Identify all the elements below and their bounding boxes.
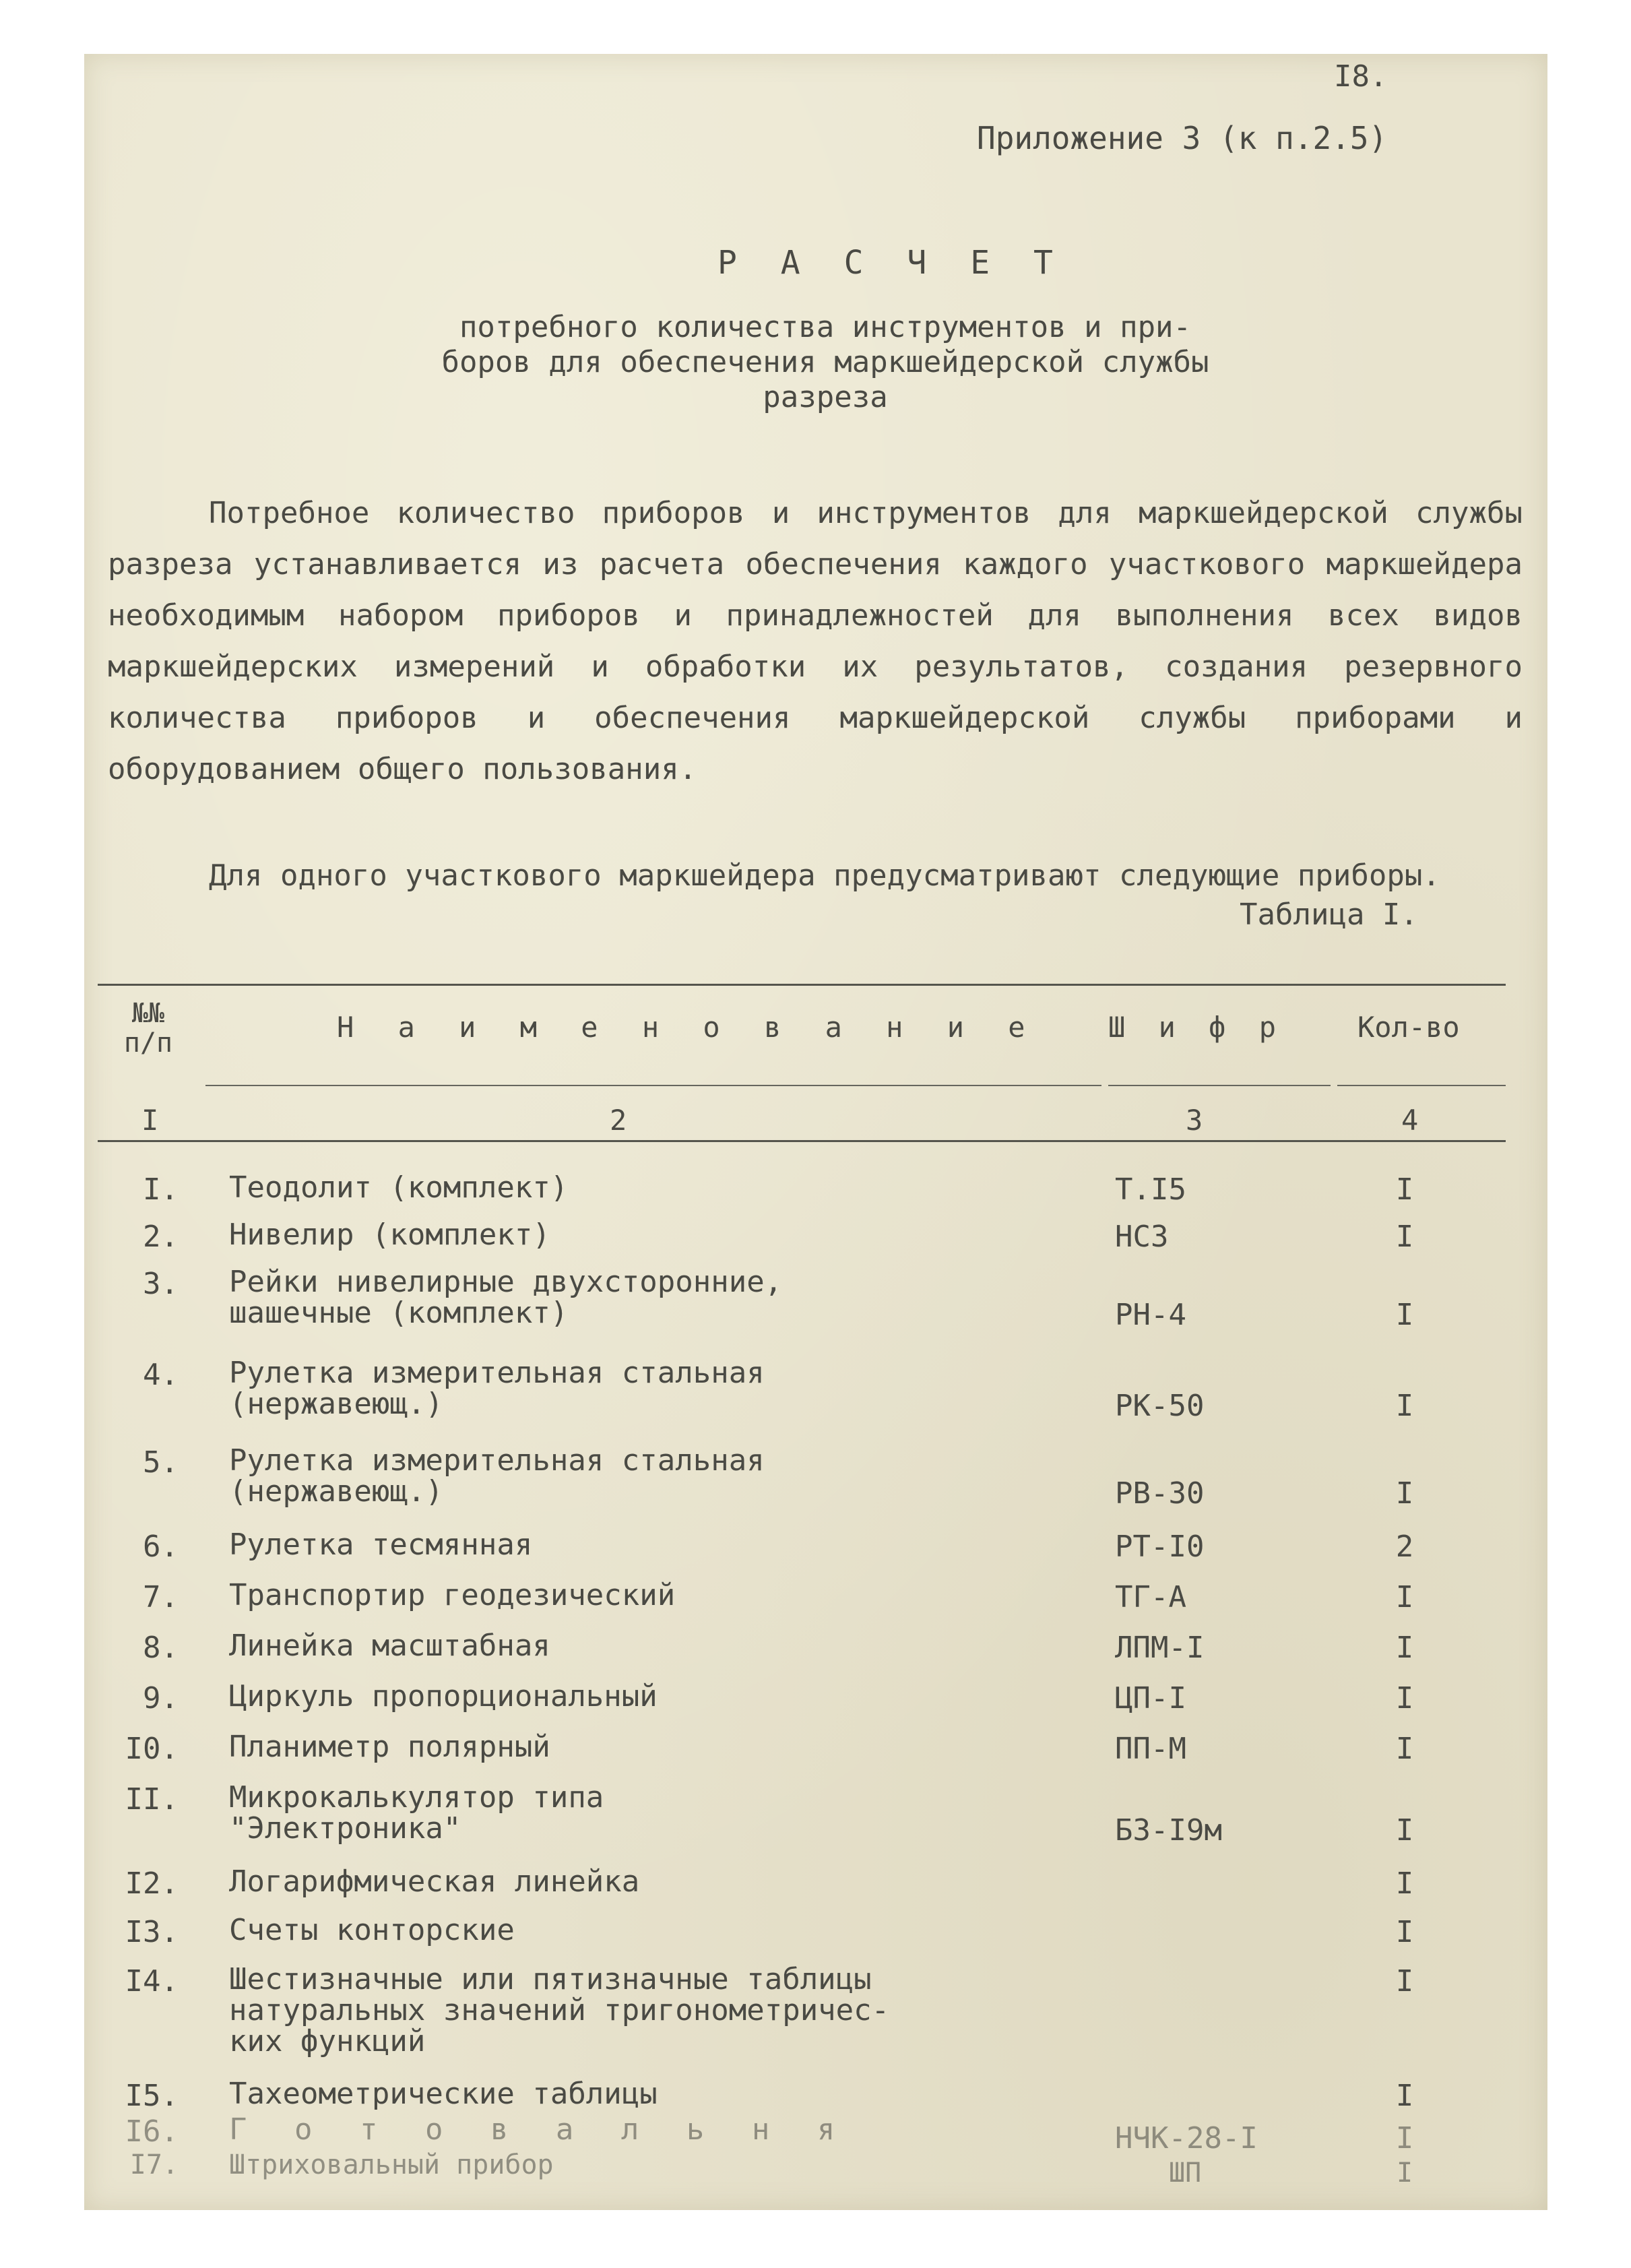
row-name: Шестизначные или пятизначные таблицы натуральных значений тригонометричес- ких функций [229,1962,890,2058]
row-number: I3. [125,1915,179,1949]
row-number: 8. [143,1631,179,1665]
document-title: Р А С Ч Е Т [717,244,1065,282]
row-name: Рулетка тесмянная [229,1527,533,1562]
row-quantity: I [1395,1298,1414,1332]
row-name: Рейки нивелирные двухсторонние, шашечные (комплект) [229,1265,783,1330]
row-number: 5. [143,1445,179,1480]
row-code: ШП [1169,2157,1202,2188]
row-name: Рулетка измерительная стальная (нержавеющ.) [229,1356,765,1421]
row-name: Линейка масштабная [229,1629,550,1663]
column-number: 3 [1186,1104,1203,1137]
column-number: I [141,1104,159,1137]
row-quantity: I [1395,1813,1414,1848]
row-quantity: I [1395,2079,1414,2113]
intro-paragraph: Потребное количество приборов и инструментов для маркшейдерской службы разреза устанавливается из расчета обеспечения каждого участкового маркшейдера необходимым набором приборов и принадлежностей для выполнения всех видов маркшейдерских измерений и обработки их результатов, создания резервного количества приборов и обеспечения маркшейдерской службы приборами и оборудованием общего пользования. [108,496,1523,786]
row-number: 4. [143,1358,179,1392]
row-code: РН-4 [1115,1298,1186,1332]
row-name: Нивелир (комплект) [229,1218,550,1252]
row-name: Циркуль пропорциональный [229,1679,658,1713]
second-paragraph: Для одного участкового маркшейдера предусматривают следующие приборы. [209,858,1440,893]
header-code: Ш и ф р [1108,1011,1285,1044]
row-number: II. [125,1782,179,1817]
row-quantity: I [1395,1681,1414,1715]
row-name: Рулетка измерительная стальная (нержавеющ.) [229,1443,765,1509]
header-bottom-rule [98,1140,1506,1142]
row-quantity: I [1396,2157,1413,2188]
row-code: РВ-30 [1115,1476,1205,1511]
table-top-rule [98,984,1506,986]
row-name: Счеты конторские [229,1913,515,1947]
document-page [84,54,1547,2210]
row-number: I6. [125,2114,179,2149]
row-number: I5. [125,2079,179,2113]
header-rule [205,1085,1101,1086]
row-quantity: I [1395,1732,1414,1766]
header-rule [1108,1085,1331,1086]
column-number: 4 [1401,1104,1419,1137]
row-number: I4. [125,1964,179,1998]
row-quantity: I [1395,1580,1414,1614]
row-number: I. [143,1172,179,1207]
row-number: 3. [143,1267,179,1301]
row-code: РК-50 [1115,1389,1205,1423]
row-quantity: I [1395,1389,1414,1423]
row-code: ЛПМ-I [1115,1631,1205,1665]
row-code: Б3-I9м [1115,1813,1222,1848]
row-code: Т.I5 [1115,1172,1186,1207]
row-quantity: I [1395,1172,1414,1207]
subtitle-line: боров для обеспечения маркшейдерской службы [441,345,1209,379]
row-code: НЧК-28-I [1115,2121,1258,2155]
row-number: I2. [125,1866,179,1901]
row-quantity: I [1395,1220,1414,1254]
header-name: Н а и м е н о в а н и е [337,1011,1039,1044]
header-number: №№ п/п [123,998,173,1059]
row-name: Микрокалькулятор типа "Электроника" [229,1780,604,1846]
row-quantity: 2 [1395,1530,1414,1564]
page-number: I8. [1334,59,1388,94]
row-code: НС3 [1115,1220,1169,1254]
row-name: Г о т о в а л ь н я [229,2112,850,2147]
subtitle-line: потребного количества инструментов и при- [459,310,1192,344]
header-rule [1337,1085,1506,1086]
row-name: Транспортир геодезический [229,1578,676,1612]
row-code: ПП-М [1115,1732,1186,1766]
table-caption: Таблица I. [1240,897,1418,932]
row-number: I0. [125,1732,179,1766]
row-number: 2. [143,1220,179,1254]
row-name: Штриховальный прибор [229,2149,554,2180]
row-quantity: I [1395,2121,1414,2155]
document-subtitle [320,310,1331,415]
row-quantity: I [1395,1915,1414,1949]
appendix-label: Приложение 3 (к п.2.5) [977,120,1388,156]
row-name: Логарифмическая линейка [229,1864,640,1899]
row-quantity: I [1395,1476,1414,1511]
row-name: Планиметр полярный [229,1730,550,1764]
row-number: I7. [129,2149,179,2180]
row-name: Теодолит (комплект) [229,1170,569,1205]
row-code: ЦП-I [1115,1681,1186,1715]
subtitle-line: разреза [763,380,888,414]
row-number: 7. [143,1580,179,1614]
row-code: ТГ-А [1115,1580,1186,1614]
row-name: Тахеометрические таблицы [229,2077,658,2111]
row-quantity: I [1395,1866,1414,1901]
header-quantity: Кол-во [1357,1011,1460,1044]
row-number: 9. [143,1681,179,1715]
row-number: 6. [143,1530,179,1564]
row-code: РТ-I0 [1115,1530,1205,1564]
row-quantity: I [1395,1964,1414,1998]
column-number: 2 [610,1104,627,1137]
row-quantity: I [1395,1631,1414,1665]
